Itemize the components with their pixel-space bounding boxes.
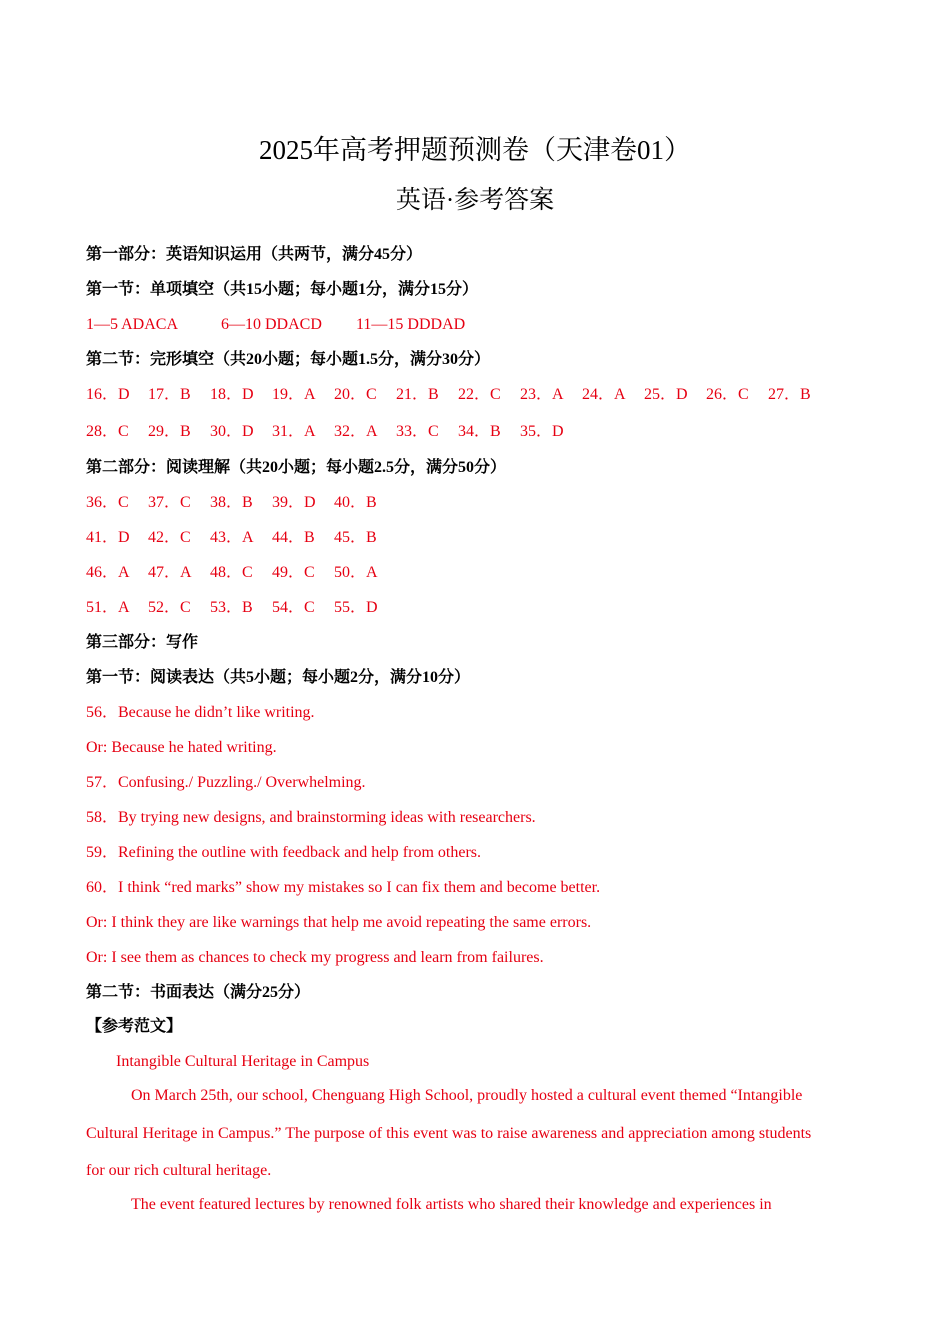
answer-item: 22．C	[458, 386, 501, 403]
cloze-answers-row	[86, 384, 830, 406]
reading-expression-answer: 59．Refining the outline with feedback and help from others.	[86, 844, 482, 861]
answer-item: 26．C	[706, 386, 749, 403]
answer-item: 44．B	[272, 529, 315, 546]
part1-section1-heading: 第一节：单项填空（共15小题；每小题1分，满分15分）	[86, 281, 479, 298]
answer-item: 24．A	[582, 386, 626, 403]
answer-item: 38．B	[210, 494, 253, 511]
answer-item: 50．A	[334, 564, 378, 581]
answer-item: 49．C	[272, 564, 315, 581]
answer-item: 28．C	[86, 423, 129, 440]
answer-item: 43．A	[210, 529, 254, 546]
answer-item: 40．B	[334, 494, 377, 511]
reading-expression-answer: Or: I think they are like warnings that help me avoid repeating the same errors.	[86, 914, 592, 931]
answer-group: 11—15 DDDAD	[356, 316, 466, 333]
reading-expression-answer: 60．I think “red marks” show my mistakes so I can fix them and become better.	[86, 879, 601, 896]
answer-item: 55．D	[334, 599, 378, 616]
answer-item: 54．C	[272, 599, 315, 616]
reading-expression-answer: Or: Because he hated writing.	[86, 739, 277, 756]
part2-heading: 第二部分：阅读理解（共20小题；每小题2.5分，满分50分）	[86, 459, 507, 476]
answer-item: 33．C	[396, 423, 439, 440]
answer-item: 52．C	[148, 599, 191, 616]
answer-group: 6—10 DDACD	[221, 316, 322, 333]
answer-item: 39．D	[272, 494, 316, 511]
answer-item: 23．A	[520, 386, 564, 403]
answer-item: 36．C	[86, 494, 129, 511]
essay-title: Intangible Cultural Heritage in Campus	[116, 1053, 370, 1070]
answer-item: 42．C	[148, 529, 191, 546]
reading-answers-row	[86, 562, 396, 584]
single-choice-answers	[86, 314, 465, 336]
answer-item: 37．C	[148, 494, 191, 511]
essay-paragraph-line: The event featured lectures by renowned folk artists who shared their knowledge and experiences in	[131, 1196, 772, 1213]
part3-section1-heading: 第一节：阅读表达（共5小题；每小题2分，满分10分）	[86, 669, 471, 686]
essay-paragraph-line: Cultural Heritage in Campus.” The purpose of this event was to raise awareness and appreciation among students	[86, 1125, 812, 1142]
reading-expression-answer: 58．By trying new designs, and brainstorming ideas with researchers.	[86, 809, 536, 826]
part1-heading: 第一部分：英语知识运用（共两节，满分45分）	[86, 246, 423, 263]
cloze-answers-row	[86, 421, 582, 443]
answer-item: 17．B	[148, 386, 191, 403]
answer-item: 41．D	[86, 529, 130, 546]
answer-item: 25．D	[644, 386, 688, 403]
answer-item: 51．A	[86, 599, 130, 616]
reading-expression-answer: 56．Because he didn’t like writing.	[86, 704, 315, 721]
part1-section2-heading: 第二节：完形填空（共20小题；每小题1.5分，满分30分）	[86, 351, 491, 368]
answer-item: 29．B	[148, 423, 191, 440]
answer-item: 46．A	[86, 564, 130, 581]
page-subtitle: 英语·参考答案	[395, 187, 555, 214]
answer-item: 45．B	[334, 529, 377, 546]
reading-expression-answer: Or: I see them as chances to check my progress and learn from failures.	[86, 949, 544, 966]
answer-item: 16．D	[86, 386, 130, 403]
answer-item: 31．A	[272, 423, 316, 440]
essay-paragraph-line: On March 25th, our school, Chenguang High School, proudly hosted a cultural event themed “Intangible	[131, 1087, 803, 1104]
answer-item: 34．B	[458, 423, 501, 440]
answer-item: 21．B	[396, 386, 439, 403]
answer-group: 1—5 ADACA	[86, 316, 179, 333]
answer-item: 47．A	[148, 564, 192, 581]
answer-item: 27．B	[768, 386, 811, 403]
answer-item: 20．C	[334, 386, 377, 403]
reading-expression-answer: 57．Confusing./ Puzzling./ Overwhelming.	[86, 774, 366, 791]
part3-section2-heading: 第二节：书面表达（满分25分）	[86, 984, 311, 1001]
reading-answers-row	[86, 597, 396, 619]
page-title: 2025年高考押题预测卷（天津卷01）	[259, 135, 691, 165]
essay-paragraph-line: for our rich cultural heritage.	[86, 1162, 272, 1179]
answer-item: 19．A	[272, 386, 316, 403]
part3-heading: 第三部分：写作	[86, 634, 199, 651]
answer-item: 30．D	[210, 423, 254, 440]
reading-answers-row	[86, 527, 396, 549]
sample-essay-label: 【参考范文】	[86, 1018, 183, 1035]
answer-item: 35．D	[520, 423, 564, 440]
answer-item: 18．D	[210, 386, 254, 403]
answer-item: 53．B	[210, 599, 253, 616]
answer-item: 48．C	[210, 564, 253, 581]
reading-answers-row	[86, 492, 396, 514]
answer-item: 32．A	[334, 423, 378, 440]
